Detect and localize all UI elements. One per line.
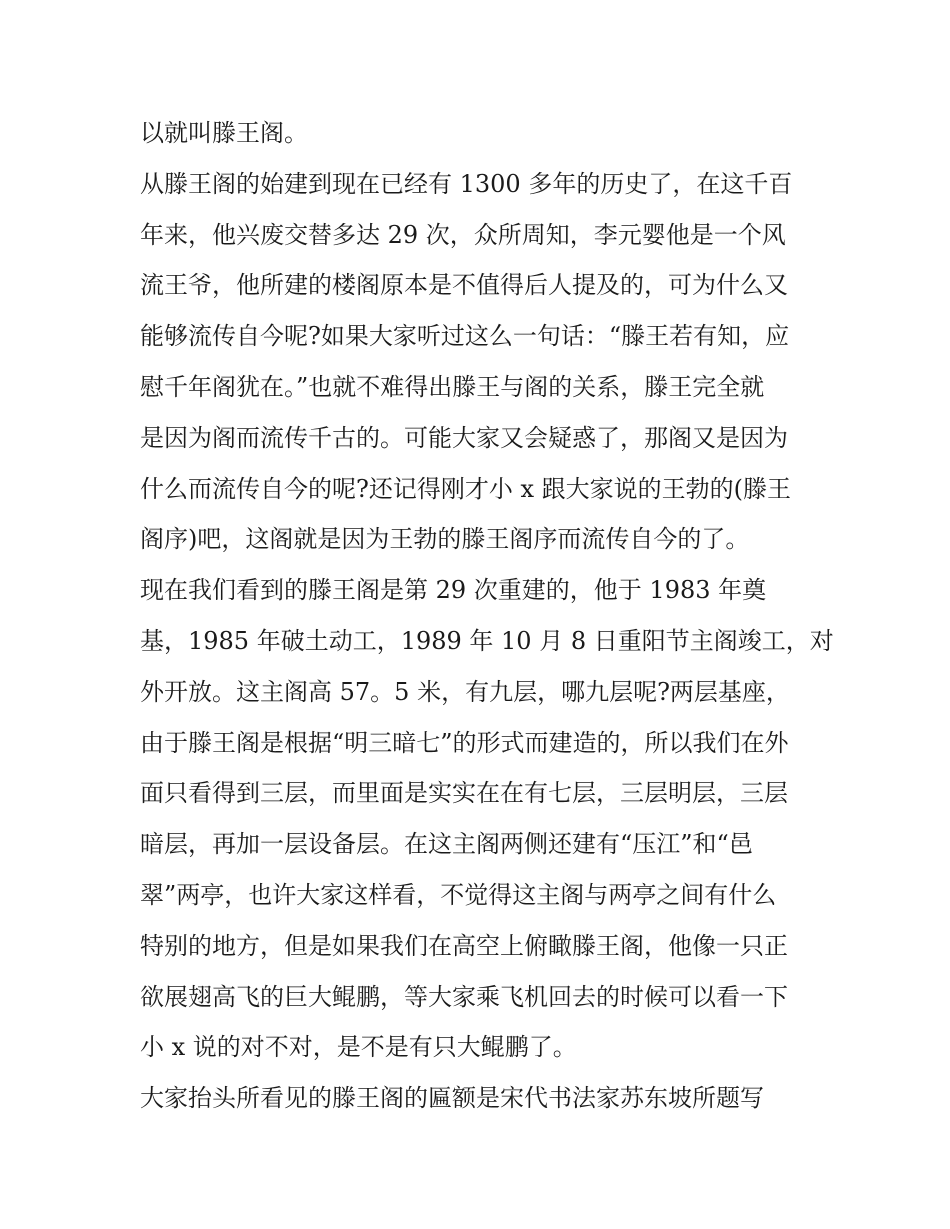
text-line: 是因为阁而流传千古的。可能大家又会疑惑了，那阁又是因为 [140,423,788,452]
text-line: 慰千年阁犹在。”也就不难得出滕王与阁的关系，滕王完全就 [140,372,765,401]
text-line: 大家抬头所看见的滕王阁的匾额是宋代书法家苏东坡所题写 [140,1084,764,1113]
text-line: 从滕王阁的始建到现在已经有 1300 多年的历史了，在这千百 [140,169,793,198]
text-line: 由于滕王阁是根据“明三暗七”的形式而建造的，所以我们在外 [140,728,789,757]
text-line: 面只看得到三层，而里面是实实在在有七层，三层明层，三层 [140,779,788,808]
text-line: 现在我们看到的滕王阁是第 29 次重建的，他于 1983 年奠 [140,576,767,605]
text-line: 暗层，再加一层设备层。在这主阁两侧还建有“压江”和“邑 [140,830,753,859]
text-line: 翠”两亭，也许大家这样看，不觉得这主阁与两亭之间有什么 [140,880,777,909]
text-line: 年来，他兴废交替多达 29 次，众所周知，李元婴他是一个风 [140,220,786,249]
text-line: 特别的地方，但是如果我们在高空上俯瞰滕王阁，他像一只正 [140,931,788,960]
text-line: 以就叫滕王阁。 [140,119,308,147]
text-line: 欲展翅高飞的巨大鲲鹏，等大家乘飞机回去的时候可以看一下 [140,982,788,1011]
text-line: 外开放。这主阁高 57。5 米，有九层，哪九层呢?两层基座， [140,677,790,706]
text-line: 能够流传自今呢?如果大家听过这么一句话：“滕王若有知，应 [140,322,790,351]
text-line: 阁序)吧，这阁就是因为王勃的滕王阁序而流传自今的了。 [140,525,750,554]
text-line: 什么而流传自今的呢?还记得刚才小 x 跟大家说的王勃的(滕王 [140,474,792,503]
text-line: 基，1985 年破土动工，1989 年 10 月 8 日重阳节主阁竣工，对 [140,626,834,655]
text-line: 小 x 说的对不对，是不是有只大鲲鹏了。 [140,1033,577,1062]
text-line: 流王爷，他所建的楼阁原本是不值得后人提及的，可为什么又 [140,271,788,300]
document-text-body [140,108,834,1124]
